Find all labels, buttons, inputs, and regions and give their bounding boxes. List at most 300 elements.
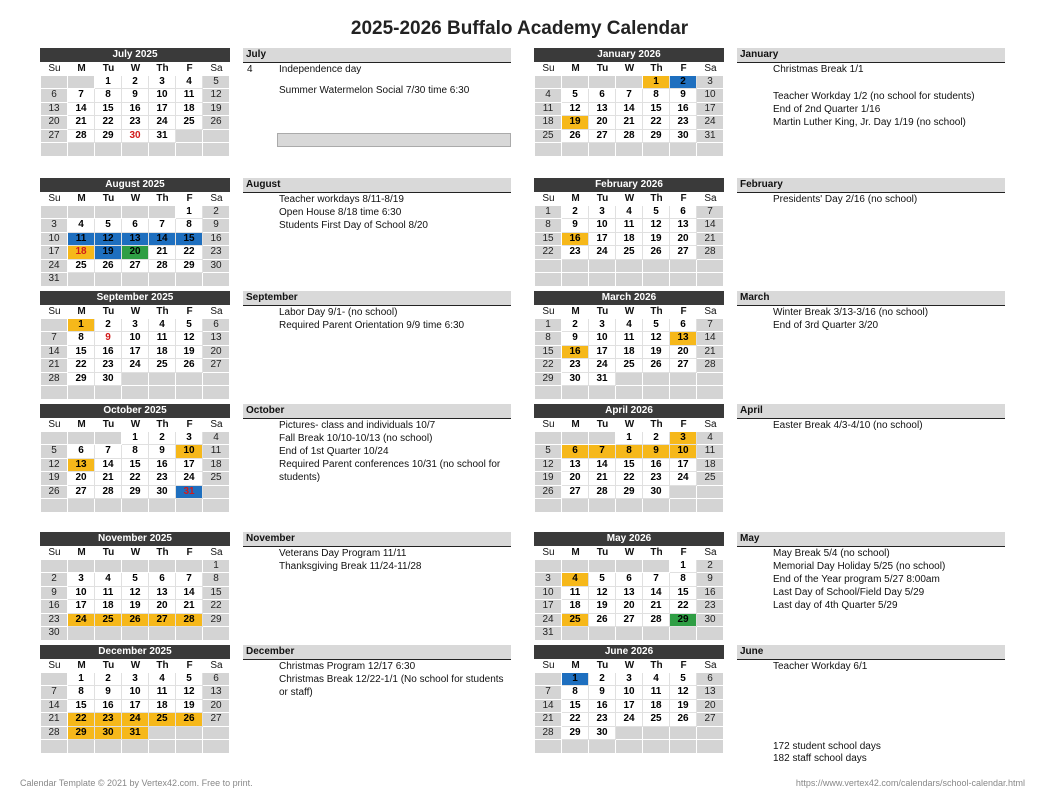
day-cell: 23: [122, 116, 149, 130]
day-cell: 14: [95, 459, 122, 473]
day-cell: 7: [95, 445, 122, 459]
event-text: Presidents' Day 2/16 (no school): [773, 194, 918, 205]
empty-day-cell: [122, 206, 149, 220]
month-events-panel: [737, 404, 1005, 432]
day-cell: 10: [616, 686, 643, 700]
event-text: Thanksgiving Break 11/24-11/28: [279, 561, 422, 572]
empty-day-cell: [535, 76, 562, 90]
day-cell: 27: [203, 359, 230, 373]
panel-title: August: [243, 178, 511, 193]
weekday-header: Su: [48, 660, 61, 671]
day-cell: 14: [535, 700, 562, 714]
empty-day-cell: [68, 499, 95, 513]
empty-day-cell: [616, 260, 643, 274]
empty-day-cell: [176, 130, 203, 144]
empty-day-cell: [68, 432, 95, 446]
day-cell: 24: [670, 472, 697, 486]
weekday-header: F: [186, 63, 193, 74]
event-item: [737, 193, 1005, 206]
day-cell: 2: [589, 673, 616, 687]
day-cell: 5: [41, 445, 68, 459]
day-cell: 23: [95, 713, 122, 727]
day-cell: 30: [149, 486, 176, 500]
day-cell: 2: [697, 560, 724, 574]
empty-day-cell: [203, 143, 230, 157]
day-cell: 30: [562, 373, 589, 387]
day-cell: 27: [68, 486, 95, 500]
day-cell: 9: [122, 89, 149, 103]
day-cell: 9: [95, 686, 122, 700]
month-events-panel: [243, 48, 511, 97]
day-cell: 17: [122, 700, 149, 714]
weekday-header: Tu: [102, 547, 115, 558]
event-item: [243, 660, 511, 673]
footer-url[interactable]: https://www.vertex42.com/calendars/school-calendar.html: [795, 778, 1025, 788]
weekday-header: W: [130, 193, 141, 204]
event-text: End of 2nd Quarter 1/16: [773, 104, 881, 115]
event-item: [243, 84, 511, 97]
day-cell: 12: [176, 332, 203, 346]
day-cell: 11: [149, 686, 176, 700]
day-cell: 24: [149, 116, 176, 130]
day-cell: 4: [643, 673, 670, 687]
day-cell: 15: [535, 346, 562, 360]
day-cell: 13: [41, 103, 68, 117]
day-cell: 30: [589, 727, 616, 741]
empty-day-cell: [535, 673, 562, 687]
empty-day-cell: [149, 206, 176, 220]
day-cell: 18: [697, 459, 724, 473]
day-cell: 3: [68, 573, 95, 587]
day-cell: 21: [616, 116, 643, 130]
day-cell: 25: [68, 260, 95, 274]
day-cell: 16: [41, 600, 68, 614]
day-cell: 4: [68, 219, 95, 233]
month-grid: [534, 546, 724, 641]
month-title: September 2025: [40, 291, 230, 305]
day-cell: 31: [41, 273, 68, 287]
empty-day-cell: [122, 143, 149, 157]
day-cell: 12: [203, 89, 230, 103]
day-cell: 2: [562, 206, 589, 220]
weekday-header: Su: [542, 547, 555, 558]
day-cell: 27: [616, 614, 643, 628]
day-cell: 12: [562, 103, 589, 117]
month-calendar: [534, 48, 724, 157]
day-cell: 11: [149, 332, 176, 346]
weekday-header: Th: [156, 660, 169, 671]
empty-day-cell: [41, 740, 68, 754]
weekday-header: Th: [650, 193, 663, 204]
empty-day-cell: [41, 76, 68, 90]
day-cell: 26: [670, 713, 697, 727]
empty-day-cell: [95, 740, 122, 754]
day-cell: 26: [203, 116, 230, 130]
day-cell: 25: [149, 359, 176, 373]
day-cell: 10: [122, 686, 149, 700]
day-cell: 27: [670, 359, 697, 373]
day-cell: 7: [697, 206, 724, 220]
day-cell: 5: [535, 445, 562, 459]
empty-day-cell: [535, 560, 562, 574]
empty-day-cell: [203, 386, 230, 400]
day-cell: 17: [616, 700, 643, 714]
day-cell: 24: [122, 359, 149, 373]
day-cell: 11: [95, 587, 122, 601]
empty-day-cell: [68, 76, 95, 90]
day-cell: 10: [176, 445, 203, 459]
panel-title: May: [737, 532, 1005, 547]
weekday-header: Sa: [210, 306, 223, 317]
empty-day-cell: [176, 740, 203, 754]
day-cell: 27: [697, 713, 724, 727]
weekday-header: Tu: [102, 63, 115, 74]
weekday-header: Su: [542, 306, 555, 317]
day-cell: 29: [68, 727, 95, 741]
empty-day-cell: [68, 273, 95, 287]
month-title: February 2026: [534, 178, 724, 192]
empty-day-cell: [589, 740, 616, 754]
month-events-panel: [243, 645, 511, 699]
weekday-header: Sa: [704, 193, 717, 204]
day-cell: 4: [616, 206, 643, 220]
day-cell: 7: [589, 445, 616, 459]
day-cell: 24: [122, 713, 149, 727]
day-cell: 13: [589, 103, 616, 117]
day-cell: 9: [697, 573, 724, 587]
day-cell: 15: [562, 700, 589, 714]
empty-day-cell: [643, 727, 670, 741]
event-text: Required Parent conferences 10/31 (no school for students): [279, 459, 501, 483]
day-cell: 10: [697, 89, 724, 103]
day-cell: 26: [589, 614, 616, 628]
day-cell: 16: [562, 346, 589, 360]
month-events-panel: [737, 178, 1005, 206]
day-cell: 1: [643, 76, 670, 90]
weekday-header: W: [130, 63, 141, 74]
day-cell: 12: [643, 219, 670, 233]
empty-day-cell: [697, 740, 724, 754]
weekday-header: Th: [650, 660, 663, 671]
day-cell: 25: [149, 713, 176, 727]
weekday-header: Tu: [102, 306, 115, 317]
month-events-panel: [737, 532, 1005, 612]
day-cell: 31: [697, 130, 724, 144]
weekday-header: M: [571, 306, 580, 317]
day-cell: 2: [670, 76, 697, 90]
empty-day-cell: [95, 560, 122, 574]
weekday-header: Th: [650, 306, 663, 317]
empty-day-cell: [41, 499, 68, 513]
empty-day-cell: [41, 319, 68, 333]
day-cell: 8: [670, 573, 697, 587]
month-title: December 2025: [40, 645, 230, 659]
footer-copyright: Calendar Template © 2021 by Vertex42.com. Free to print.: [20, 778, 253, 788]
empty-day-cell: [643, 373, 670, 387]
day-cell: 7: [68, 89, 95, 103]
month-grid: [40, 305, 230, 400]
day-cell: 2: [122, 76, 149, 90]
weekday-header: F: [680, 63, 687, 74]
panel-title: February: [737, 178, 1005, 193]
day-cell: 21: [149, 246, 176, 260]
day-cell: 6: [670, 319, 697, 333]
weekday-header: F: [186, 306, 193, 317]
day-cell: 1: [535, 206, 562, 220]
day-cell: 14: [589, 459, 616, 473]
empty-day-cell: [562, 260, 589, 274]
day-cell: 29: [535, 373, 562, 387]
month-title: August 2025: [40, 178, 230, 192]
day-cell: 3: [149, 76, 176, 90]
month-grid: [534, 305, 724, 400]
event-text: Easter Break 4/3-4/10 (no school): [773, 420, 923, 431]
day-cell: 22: [122, 472, 149, 486]
weekday-header: Su: [542, 193, 555, 204]
panel-title: June: [737, 645, 1005, 660]
empty-day-cell: [697, 260, 724, 274]
empty-day-cell: [41, 560, 68, 574]
event-item: [243, 206, 511, 219]
day-cell: 28: [41, 373, 68, 387]
day-cell: 7: [697, 319, 724, 333]
day-cell: 7: [149, 219, 176, 233]
day-cell: 20: [697, 700, 724, 714]
day-cell: 22: [176, 246, 203, 260]
event-item: [243, 673, 511, 699]
day-cell: 10: [670, 445, 697, 459]
panel-title: January: [737, 48, 1005, 63]
event-text: Christmas Program 12/17 6:30: [279, 661, 416, 672]
day-cell: 17: [589, 346, 616, 360]
empty-day-cell: [95, 627, 122, 641]
day-cell: 23: [203, 246, 230, 260]
event-text: Christmas Break 1/1: [773, 64, 864, 75]
empty-day-cell: [670, 260, 697, 274]
empty-day-cell: [535, 273, 562, 287]
day-cell: 13: [616, 587, 643, 601]
empty-day-cell: [68, 740, 95, 754]
weekday-header: W: [624, 419, 635, 430]
day-cell: 11: [176, 89, 203, 103]
empty-day-cell: [122, 273, 149, 287]
day-cell: 23: [643, 472, 670, 486]
day-cell: 16: [95, 346, 122, 360]
day-cell: 31: [176, 486, 203, 500]
day-cell: 15: [643, 103, 670, 117]
day-cell: 14: [41, 346, 68, 360]
page-title: 2025-2026 Buffalo Academy Calendar: [350, 18, 689, 39]
day-cell: 1: [203, 560, 230, 574]
empty-day-cell: [697, 273, 724, 287]
day-cell: 1: [562, 673, 589, 687]
empty-day-cell: [95, 273, 122, 287]
empty-day-cell: [643, 740, 670, 754]
day-cell: 19: [95, 246, 122, 260]
empty-day-cell: [697, 727, 724, 741]
event-item: [243, 319, 511, 332]
weekday-header: Tu: [102, 419, 115, 430]
event-text: End of 1st Quarter 10/24: [279, 446, 389, 457]
month-calendar: [40, 178, 230, 287]
day-cell: 18: [149, 700, 176, 714]
day-cell: 4: [535, 89, 562, 103]
weekday-header: Sa: [704, 547, 717, 558]
day-cell: 30: [697, 614, 724, 628]
day-cell: 5: [643, 206, 670, 220]
event-text: Veterans Day Program 11/11: [279, 548, 407, 559]
event-text: End of the Year program 5/27 8:00am: [773, 574, 940, 585]
event-item: [737, 586, 1005, 599]
day-cell: 5: [670, 673, 697, 687]
month-events-panel: [243, 178, 511, 232]
day-cell: 17: [41, 246, 68, 260]
day-cell: 18: [95, 600, 122, 614]
day-cell: 27: [670, 246, 697, 260]
weekday-header: Tu: [596, 547, 609, 558]
event-text: Fall Break 10/10-10/13 (no school): [279, 433, 433, 444]
day-cell: 9: [643, 445, 670, 459]
empty-day-cell: [562, 499, 589, 513]
day-cell: 8: [122, 445, 149, 459]
day-cell: 22: [203, 600, 230, 614]
day-cell: 28: [41, 727, 68, 741]
empty-day-cell: [41, 206, 68, 220]
day-cell: 15: [95, 103, 122, 117]
empty-day-cell: [535, 143, 562, 157]
day-cell: 20: [203, 346, 230, 360]
month-calendar: [40, 291, 230, 400]
event-item: [737, 560, 1005, 573]
day-cell: 4: [149, 673, 176, 687]
day-cell: 16: [643, 459, 670, 473]
day-cell: 15: [670, 587, 697, 601]
day-cell: 2: [562, 319, 589, 333]
empty-day-cell: [203, 486, 230, 500]
empty-day-cell: [95, 386, 122, 400]
event-day-number: 4: [247, 64, 253, 75]
weekday-header: M: [571, 547, 580, 558]
month-title: March 2026: [534, 291, 724, 305]
panel-title: September: [243, 291, 511, 306]
day-cell: 17: [176, 459, 203, 473]
day-cell: 10: [589, 219, 616, 233]
day-cell: 4: [697, 432, 724, 446]
empty-day-cell: [616, 740, 643, 754]
empty-day-cell: [643, 627, 670, 641]
month-grid: [534, 62, 724, 157]
weekday-header: F: [186, 547, 193, 558]
day-cell: 15: [68, 346, 95, 360]
month-grid: [534, 418, 724, 513]
empty-day-cell: [697, 627, 724, 641]
day-cell: 23: [41, 614, 68, 628]
empty-day-cell: [176, 499, 203, 513]
empty-day-cell: [149, 273, 176, 287]
month-calendar: [534, 291, 724, 400]
day-cell: 19: [535, 472, 562, 486]
day-cell: 10: [149, 89, 176, 103]
day-cell: 14: [149, 233, 176, 247]
day-cell: 31: [122, 727, 149, 741]
day-cell: 20: [616, 600, 643, 614]
day-cell: 25: [562, 614, 589, 628]
panel-title: April: [737, 404, 1005, 419]
day-cell: 12: [122, 587, 149, 601]
event-text: End of 3rd Quarter 3/20: [773, 320, 879, 331]
day-cell: 12: [643, 332, 670, 346]
day-cell: 23: [95, 359, 122, 373]
day-cell: 26: [643, 359, 670, 373]
day-cell: 26: [122, 614, 149, 628]
day-cell: 12: [176, 686, 203, 700]
day-cell: 5: [203, 76, 230, 90]
weekday-header: Tu: [102, 660, 115, 671]
day-cell: 20: [562, 472, 589, 486]
day-cell: 29: [122, 486, 149, 500]
day-cell: 23: [562, 246, 589, 260]
day-cell: 6: [68, 445, 95, 459]
day-cell: 9: [562, 332, 589, 346]
month-grid: [534, 192, 724, 287]
month-title: October 2025: [40, 404, 230, 418]
day-cell: 16: [149, 459, 176, 473]
weekday-header: M: [77, 306, 86, 317]
day-cell: 25: [616, 359, 643, 373]
event-text: May Break 5/4 (no school): [773, 548, 890, 559]
day-cell: 11: [697, 445, 724, 459]
blank-entry-bar: [277, 133, 511, 147]
weekday-header: W: [624, 660, 635, 671]
day-cell: 15: [176, 233, 203, 247]
empty-day-cell: [149, 560, 176, 574]
day-cell: 13: [697, 686, 724, 700]
day-cell: 21: [535, 713, 562, 727]
empty-day-cell: [68, 386, 95, 400]
weekday-header: W: [130, 547, 141, 558]
day-cell: 25: [203, 472, 230, 486]
empty-day-cell: [670, 143, 697, 157]
day-cell: 30: [670, 130, 697, 144]
month-calendar: [40, 532, 230, 641]
day-cell: 8: [616, 445, 643, 459]
weekday-header: Th: [156, 547, 169, 558]
month-grid: [40, 659, 230, 754]
empty-day-cell: [203, 740, 230, 754]
empty-day-cell: [203, 499, 230, 513]
empty-day-cell: [643, 560, 670, 574]
day-cell: 7: [41, 686, 68, 700]
weekday-header: W: [624, 306, 635, 317]
day-cell: 20: [670, 233, 697, 247]
empty-day-cell: [122, 386, 149, 400]
day-cell: 10: [122, 332, 149, 346]
day-cell: 17: [697, 103, 724, 117]
empty-day-cell: [68, 560, 95, 574]
day-cell: 2: [95, 319, 122, 333]
day-cell: 3: [122, 673, 149, 687]
day-cell: 13: [149, 587, 176, 601]
day-cell: 3: [176, 432, 203, 446]
day-cell: 16: [95, 700, 122, 714]
weekday-header: F: [680, 193, 687, 204]
event-text: Christmas Break 12/22-1/1 (No school for students or staff): [279, 674, 504, 698]
empty-day-cell: [176, 386, 203, 400]
day-cell: 20: [122, 246, 149, 260]
day-cell: 29: [562, 727, 589, 741]
day-cell: 12: [670, 686, 697, 700]
empty-day-cell: [122, 373, 149, 387]
